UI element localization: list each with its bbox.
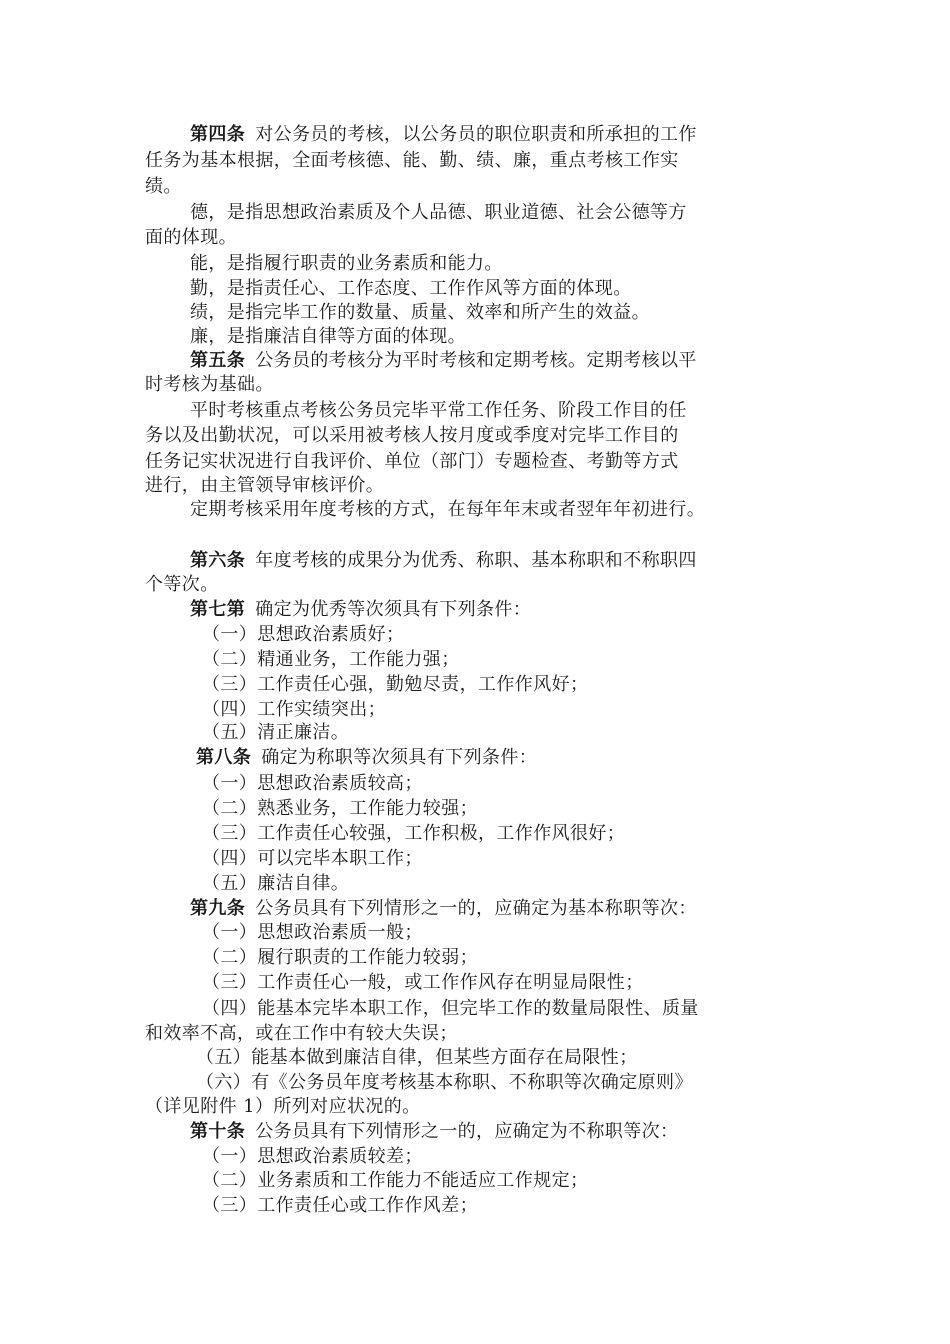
text-line: （详见附件 1）所列对应状况的。	[145, 1096, 421, 1117]
article-heading: 第八条	[196, 747, 252, 768]
list-item: （一）思想政治素质较高；	[202, 773, 423, 794]
list-item: （三）工作责任心较强，工作积极，工作作风很好；	[202, 823, 626, 844]
text-line: 任务为基本根据，全面考核德、能、勤、绩、廉，重点考核工作实	[145, 150, 679, 171]
list-item: （四）能基本完毕本职工作，但完毕工作的数量局限性、质量	[202, 998, 699, 1019]
text-line: 面的体现。	[145, 227, 237, 248]
list-item: （一）思想政治素质较差；	[202, 1146, 423, 1167]
article-7-line-1: 第七第 确定为优秀等次须具有下列条件：	[190, 599, 532, 620]
text-line: 进行，由主管领导审核评价。	[145, 475, 385, 496]
list-item: （三）工作责任心强，勤勉尽责，工作作风好；	[202, 674, 589, 695]
list-item: （二）精通业务，工作能力强；	[202, 649, 460, 670]
text-line: 个等次。	[145, 574, 219, 595]
text-line: 定期考核采用年度考核的方式，在每年年末或者翌年年初进行。	[190, 499, 706, 520]
list-item: （一）思想政治素质好；	[202, 624, 405, 645]
text-line: 和效率不高，或在工作中有较大失误；	[145, 1023, 458, 1044]
article-heading: 第七第	[190, 599, 246, 620]
list-item: （五）能基本做到廉洁自律，但某些方面存在局限性；	[196, 1047, 638, 1068]
article-heading: 第九条	[190, 898, 246, 919]
article-4-line-1: 第四条 对公务员的考核，以公务员的职位职责和所承担的工作	[190, 124, 697, 145]
article-heading: 第六条	[190, 550, 246, 571]
text-line: 任务记实状况进行自我评价、单位（部门）专题检查、考勤等方式	[145, 451, 679, 472]
text-line: 廉，是指廉洁自律等方面的体现。	[190, 326, 466, 347]
text-line: 务以及出勤状况，可以采用被考核人按月度或季度对完毕工作目的	[145, 425, 679, 446]
list-item: （四）可以完毕本职工作；	[202, 848, 423, 869]
list-item: （六）有《公务员年度考核基本称职、不称职等次确定原则》	[196, 1072, 693, 1093]
text-line: 勤，是指责任心、工作态度、工作作风等方面的体现。	[190, 278, 632, 299]
text-line: 能，是指履行职责的业务素质和能力。	[190, 253, 503, 274]
article-8-line-1: 第八条 确定为称职等次须具有下列条件：	[196, 747, 538, 768]
text-line: 德，是指思想政治素质及个人品德、职业道德、社会公德等方	[190, 202, 687, 223]
list-item: （五）廉洁自律。	[202, 873, 350, 894]
list-item: （三）工作责任心一般，或工作作风存在明显局限性；	[202, 972, 644, 993]
list-item: （二）业务素质和工作能力不能适应工作规定；	[202, 1170, 589, 1191]
article-10-line-1: 第十条 公务员具有下列情形之一的，应确定为不称职等次：	[190, 1121, 679, 1142]
article-heading: 第五条	[190, 350, 246, 371]
list-item: （二）熟悉业务，工作能力较强；	[202, 798, 478, 819]
article-heading: 第十条	[190, 1121, 246, 1142]
list-item: （四）工作实绩突出；	[202, 699, 386, 720]
article-9-line-1: 第九条 公务员具有下列情形之一的，应确定为基本称职等次：	[190, 898, 697, 919]
article-heading: 第四条	[190, 124, 246, 145]
list-item: （二）履行职责的工作能力较弱；	[202, 947, 478, 968]
article-5-line-1: 第五条 公务员的考核分为平时考核和定期考核。定期考核以平	[190, 350, 697, 371]
list-item: （三）工作责任心或工作作风差；	[202, 1195, 478, 1216]
list-item: （五）清正廉洁。	[202, 722, 350, 743]
list-item: （一）思想政治素质一般；	[202, 922, 423, 943]
text-line: 绩。	[145, 176, 182, 197]
text-line: 绩，是指完毕工作的数量、质量、效率和所产生的效益。	[190, 302, 650, 323]
text-line: 时考核为基础。	[145, 374, 274, 395]
article-6-line-1: 第六条 年度考核的成果分为优秀、称职、基本称职和不称职四	[190, 550, 697, 571]
text-line: 平时考核重点考核公务员完毕平常工作任务、阶段工作目的任	[190, 400, 687, 421]
